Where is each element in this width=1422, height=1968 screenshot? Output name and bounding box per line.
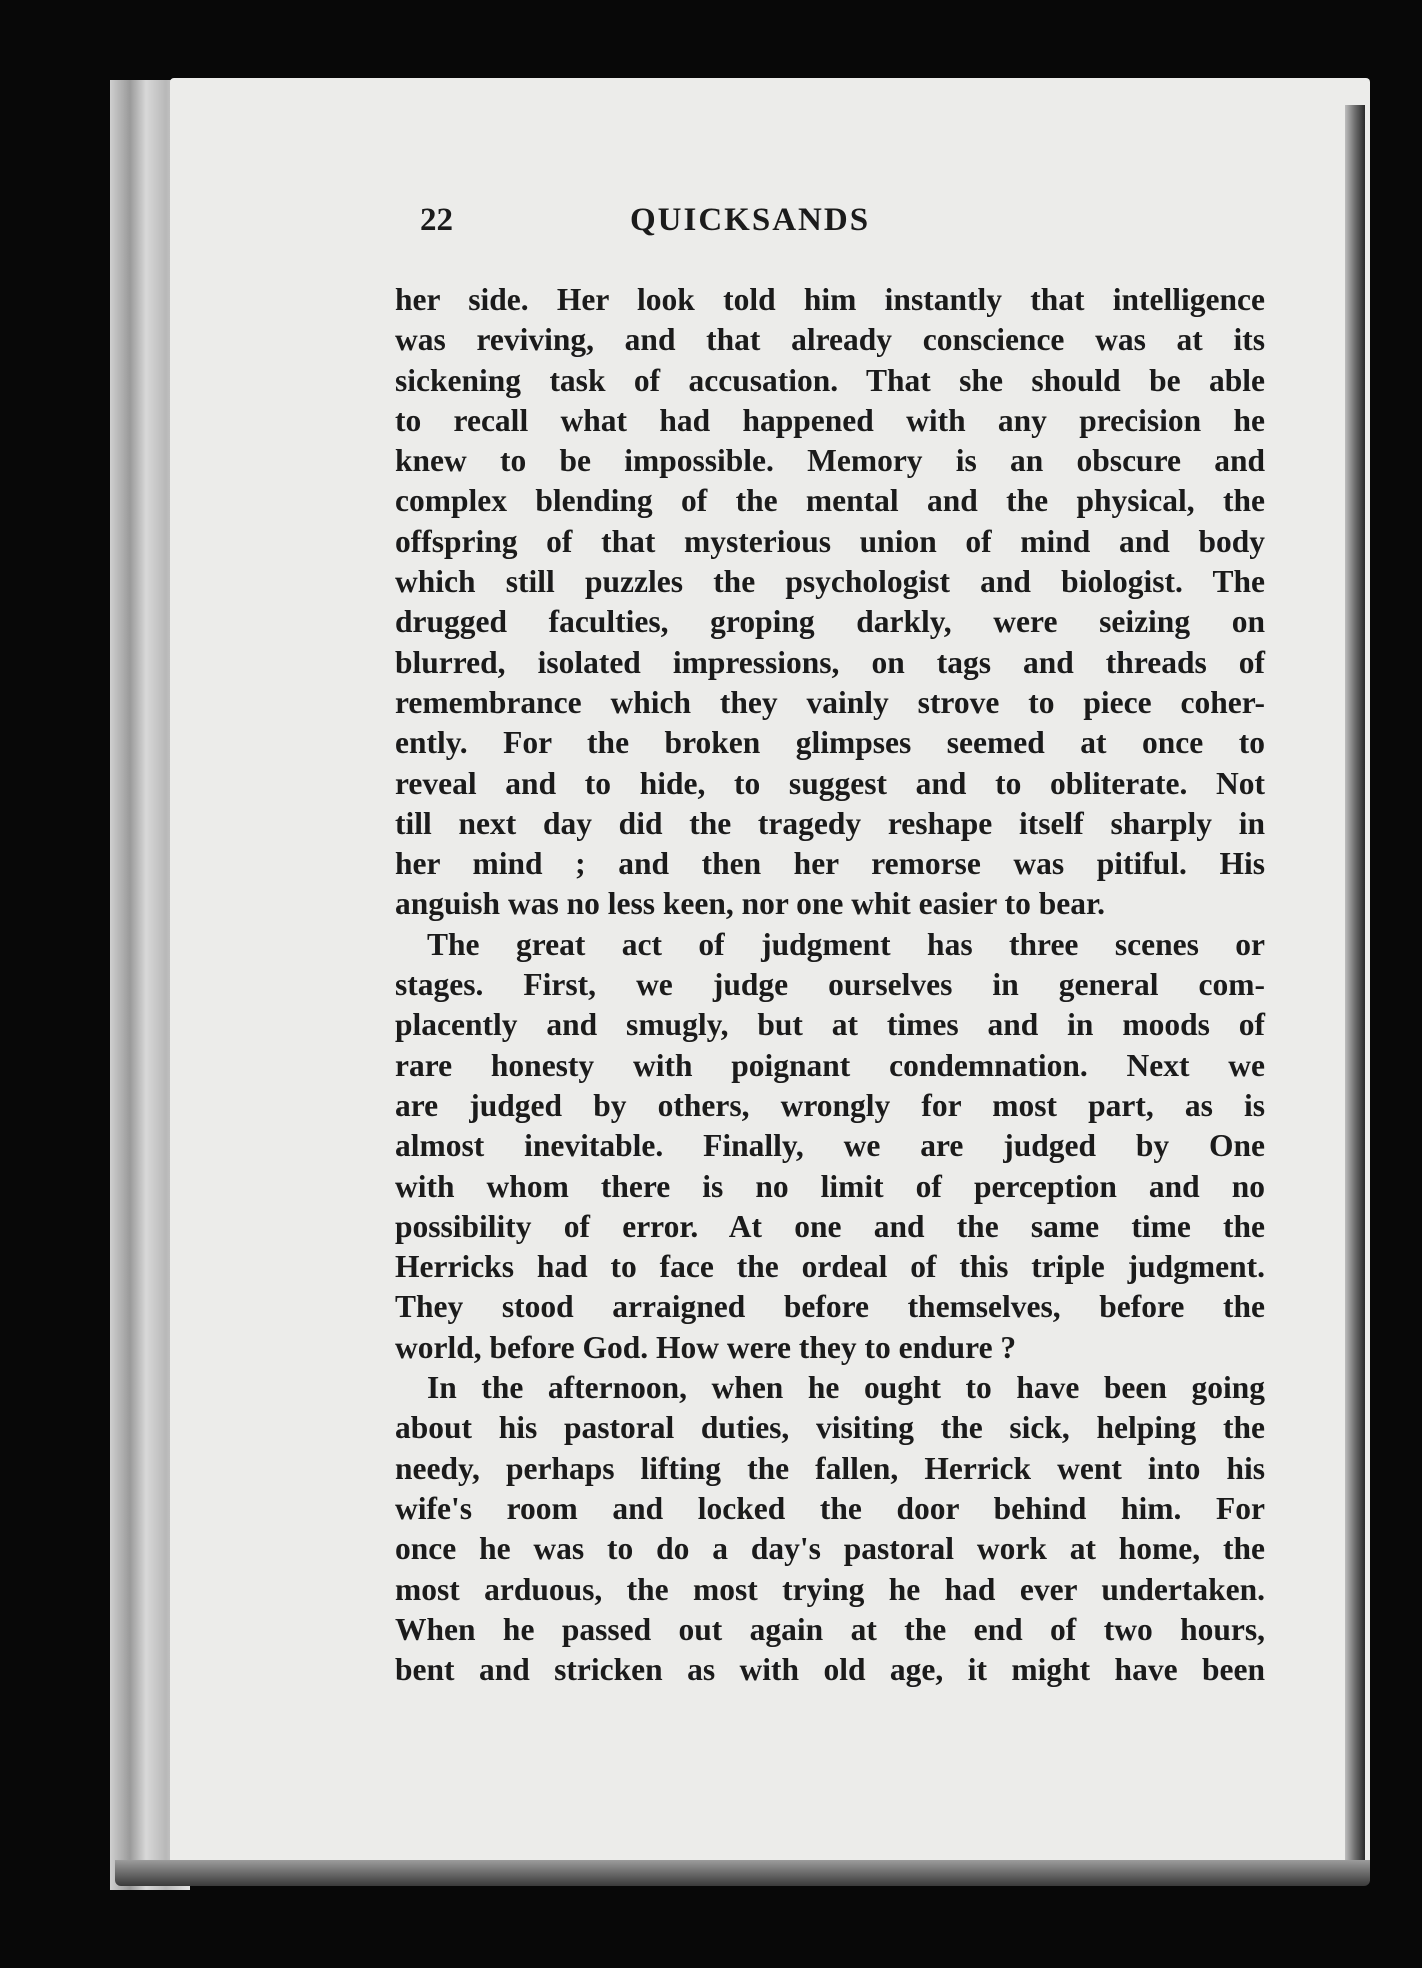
- text-line: possibility of error. At one and the same time the: [395, 1208, 1265, 1244]
- text-line: bent and stricken as with old age, it might have been: [395, 1652, 1265, 1688]
- text-line: till next day did the tragedy reshape itself sharply in: [395, 805, 1265, 841]
- text-line: her mind ; and then her remorse was pitiful. His: [395, 846, 1265, 882]
- text-line: once he was to do a day's pastoral work at home, the: [395, 1531, 1265, 1567]
- text-line: to recall what had happened with any precision he: [395, 402, 1265, 438]
- page-text: [395, 200, 1265, 1690]
- text-line: stages. First, we judge ourselves in general com-: [395, 967, 1265, 1003]
- text-line: rare honesty with poignant condemnation. Next we: [395, 1047, 1265, 1083]
- text-line: with whom there is no limit of perception and no: [395, 1168, 1265, 1204]
- paragraph-end-line: anguish was no less keen, nor one whit easier to bear.: [395, 886, 1105, 922]
- text-line: are judged by others, wrongly for most part, as is: [395, 1087, 1265, 1123]
- paragraph-start-line: In the afternoon, when he ought to have been going: [427, 1370, 1265, 1406]
- text-line: wife's room and locked the door behind him. For: [395, 1490, 1265, 1526]
- text-line: Herricks had to face the ordeal of this triple judgment.: [395, 1249, 1265, 1285]
- text-line: placently and smugly, but at times and in moods of: [395, 1007, 1265, 1043]
- text-line: about his pastoral duties, visiting the sick, helping the: [395, 1410, 1265, 1446]
- paragraph-start-line: The great act of judgment has three scenes or: [427, 926, 1265, 962]
- text-line: remembrance which they vainly strove to piece coher-: [395, 684, 1265, 720]
- paragraph-end-line: world, before God. How were they to endure ?: [395, 1329, 1017, 1365]
- text-line: drugged faculties, groping darkly, were seizing on: [395, 604, 1265, 640]
- page-number: 22: [420, 202, 453, 238]
- text-line: offspring of that mysterious union of mind and body: [395, 523, 1265, 559]
- text-line: knew to be impossible. Memory is an obscure and: [395, 443, 1265, 479]
- text-line: almost inevitable. Finally, we are judged by One: [395, 1128, 1265, 1164]
- running-head: [420, 200, 1265, 280]
- page-bottom-edge: [115, 1860, 1370, 1886]
- text-line: needy, perhaps lifting the fallen, Herrick went into his: [395, 1450, 1265, 1486]
- text-line: complex blending of the mental and the physical, the: [395, 483, 1265, 519]
- text-line: which still puzzles the psychologist and biologist. The: [395, 564, 1265, 600]
- text-line: ently. For the broken glimpses seemed at once to: [395, 725, 1265, 761]
- text-line: They stood arraigned before themselves, before the: [395, 1289, 1265, 1325]
- running-title: QUICKSANDS: [630, 202, 871, 238]
- text-line: reveal and to hide, to suggest and to obliterate. Not: [395, 765, 1265, 801]
- text-line: blurred, isolated impressions, on tags and threads of: [395, 644, 1265, 680]
- text-line: sickening task of accusation. That she should be able: [395, 362, 1265, 398]
- page-right-edge: [1345, 105, 1365, 1865]
- text-line: was reviving, and that already conscience was at its: [395, 322, 1265, 358]
- text-line: When he passed out again at the end of two hours,: [395, 1611, 1265, 1647]
- text-line: most arduous, the most trying he had ever undertaken.: [395, 1571, 1265, 1607]
- text-line: her side. Her look told him instantly that intelligence: [395, 282, 1265, 317]
